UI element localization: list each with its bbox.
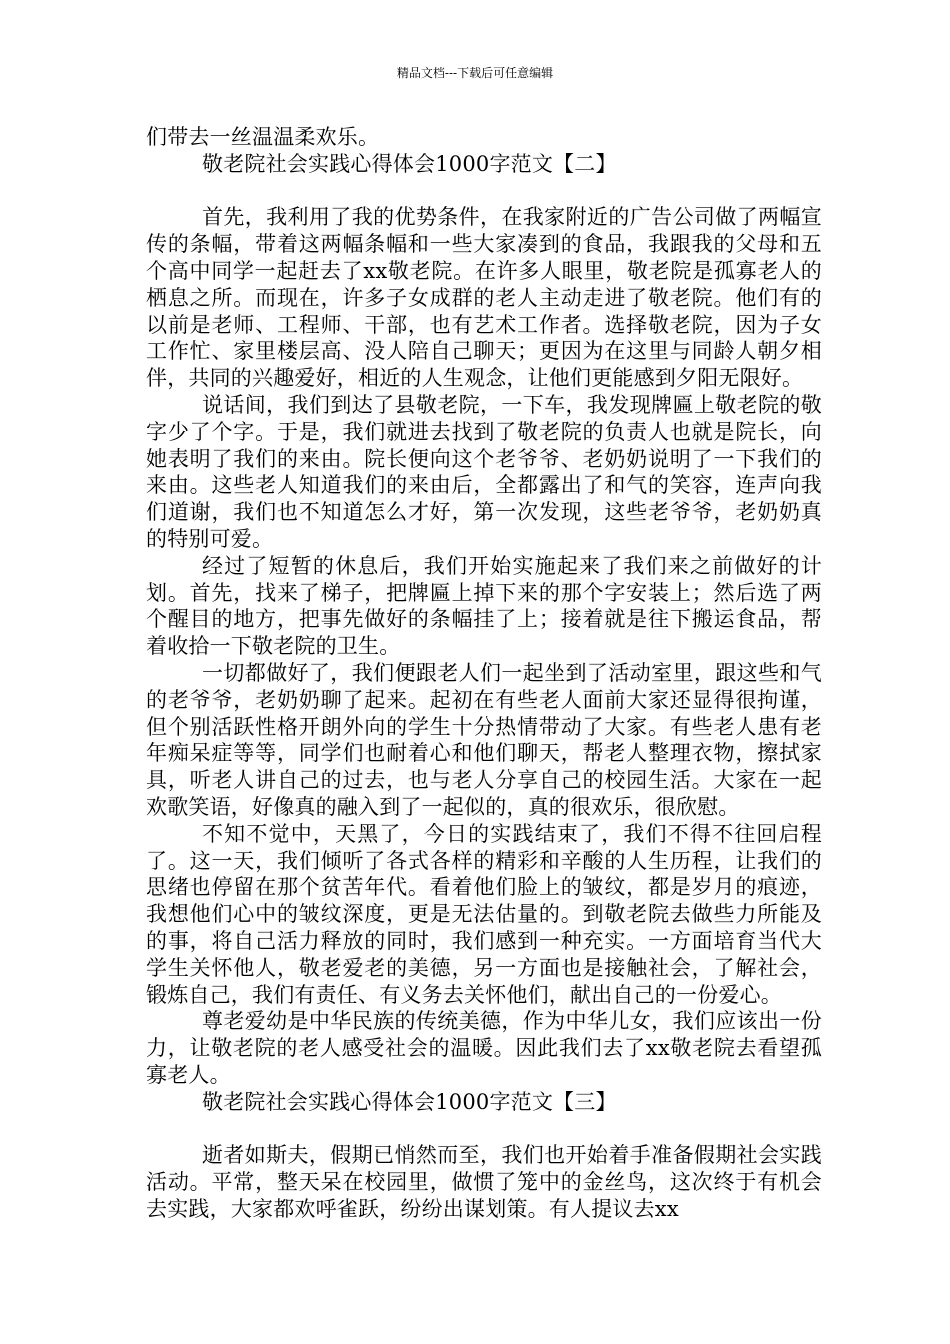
paragraph-7: 逝者如斯夫，假期已悄然而至，我们也开始着手准备假期社会实践活动。平常，整天呆在校园里，做惯了笼中的金丝鸟，这次终于有机会去实践，大家都欢呼雀跃，纷纷出谋划策。有人提议去xx xyxy=(146,1143,822,1221)
paragraph-2: 说话间，我们到达了县敬老院，一下车，我发现牌匾上敬老院的敬字少了个字。于是，我们就进去找到了敬老院的负责人也就是院长，向她表明了我们的来由。院长便向这个老爷爷、老奶奶说明了一下我们的来由。这些老人知道我们的来由后，全都露出了和气的笑容，连声向我们道谢，我们也不知道怎么才好，第一次发现，这些老爷爷，老奶奶真的特别可爱。 xyxy=(146,392,822,551)
section-heading-3: 敬老院社会实践心得体会1000字范文【三】 xyxy=(202,1089,617,1114)
section-heading-2: 敬老院社会实践心得体会1000字范文【二】 xyxy=(202,151,617,176)
paragraph-5: 不知不觉中，天黑了，今日的实践结束了，我们不得不往回启程了。这一天，我们倾听了各式各样的精彩和辛酸的人生历程，让我们的思绪也停留在那个贫苦年代。看着他们脸上的皱纹，都是岁月的痕迹，我想他们心中的皱纹深度，更是无法估量的。到敬老院去做些力所能及的事，将自己活力释放的同时，我们感到一种充实。一方面培育当代大学生关怀他人，敬老爱老的美德，另一方面也是接触社会，了解社会，锻炼自己，我们有责任、有义务去关怀他们，献出自己的一份爱心。 xyxy=(146,821,822,1007)
paragraph-1: 首先，我利用了我的优势条件，在我家附近的广告公司做了两幅宣传的条幅，带着这两幅条幅和一些大家凑到的食品，我跟我的父母和五个高中同学一起赶去了xx敬老院。在许多人眼里，敬老院是孤寡老人的栖息之所。而现在，许多子女成群的老人主动走进了敬老院。他们有的以前是老师、工程师、干部，也有艺术工作者。选择敬老院，因为子女工作忙、家里楼层高、没人陪自己聊天；更因为在这里与同龄人朝夕相伴，共同的兴趣爱好，相近的人生观念，让他们更能感到夕阳无限好。 xyxy=(146,205,822,391)
paragraph-3: 经过了短暂的休息后，我们开始实施起来了我们来之前做好的计划。首先，找来了梯子，把牌匾上掉下来的那个字安装上；然后选了两个醒目的地方，把事先做好的条幅挂了上；接着就是往下搬运食品，帮着收拾一下敬老院的卫生。 xyxy=(146,553,822,659)
paragraph-6: 尊老爱幼是中华民族的传统美德，作为中华儿女，我们应该出一份力，让敬老院的老人感受社会的温暖。因此我们去了xx敬老院去看望孤寡老人。 xyxy=(146,1009,822,1087)
paragraph-4: 一切都做好了，我们便跟老人们一起坐到了活动室里，跟这些和气的老爷爷，老奶奶聊了起来。起初在有些老人面前大家还显得很拘谨，但个别活跃性格开朗外向的学生十分热情带动了大家。有些老人患有老年痴呆症等等，同学们也耐着心和他们聊天，帮老人整理衣物，擦拭家具，听老人讲自己的过去，也与老人分享自己的校园生活。大家在一起欢歌笑语，好像真的融入到了一起似的，真的很欢乐，很欣慰。 xyxy=(146,660,822,819)
page-header: 精品文档---下载后可任意编辑 xyxy=(396,66,554,80)
document-body xyxy=(146,124,822,1223)
paragraph-intro-tail: 们带去一丝温温柔欢乐。 xyxy=(146,125,380,149)
blank-line xyxy=(146,178,822,205)
blank-line xyxy=(146,1115,822,1142)
